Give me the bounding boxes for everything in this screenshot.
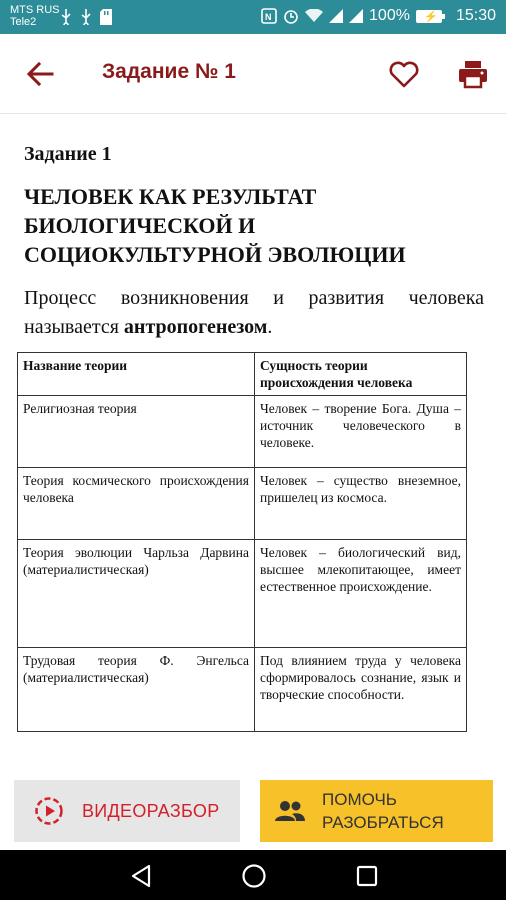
table-cell: Человек – творение Бога. Душа – источник человеческого в человеке.	[255, 396, 467, 468]
theories-table	[17, 352, 467, 732]
alarm-icon	[283, 8, 299, 24]
carrier-info	[10, 4, 60, 28]
back-arrow-icon[interactable]	[24, 58, 56, 90]
intro-term: антропогенезом	[123, 316, 268, 338]
status-right	[261, 7, 496, 25]
nav-recent-icon[interactable]	[356, 865, 378, 887]
carrier-2: Tele2	[10, 16, 37, 28]
action-bar	[0, 770, 506, 850]
table-cell: Теория эволюции Чарльза Дарвина (материалистическая)	[18, 540, 255, 648]
help-label-line1: ПОМОЧЬ	[322, 790, 397, 809]
status-bar	[0, 0, 506, 34]
table-cell: Человек – существо внеземное, пришелец из космоса.	[255, 468, 467, 540]
table-cell: Теория космического происхождения человека	[18, 468, 255, 540]
table-row	[18, 468, 467, 540]
heart-icon[interactable]	[388, 58, 420, 90]
notification-icons	[60, 9, 112, 25]
table-cell: Под влиянием труда у человека сформировалось сознание, язык и творческие способности.	[255, 648, 467, 732]
help-understand-button[interactable]	[260, 780, 493, 842]
usb-icon	[80, 9, 92, 25]
help-button-label	[322, 788, 444, 834]
people-icon	[274, 799, 306, 823]
battery-percent: 100%	[369, 7, 410, 24]
video-analysis-button[interactable]	[14, 780, 240, 842]
play-circle-icon	[34, 796, 64, 826]
app-bar	[0, 34, 506, 114]
clock: 15:30	[455, 7, 496, 24]
signal-icon	[349, 9, 363, 23]
table-cell: Трудовая теория Ф. Энгельса (материалистическая)	[18, 648, 255, 732]
signal-icon	[329, 9, 343, 23]
task-label: Задание 1	[24, 143, 112, 165]
wifi-icon	[305, 9, 323, 23]
table-cell: Религиозная теория	[18, 396, 255, 468]
nav-home-icon[interactable]	[241, 863, 267, 889]
sd-icon	[100, 9, 112, 25]
intro-paragraph	[24, 284, 484, 342]
table-cell: Человек – биологический вид, высшее млекопитающее, имеет естественное происхождение.	[255, 540, 467, 648]
topic-heading: ЧЕЛОВЕК КАК РЕЗУЛЬТАТ БИОЛОГИЧЕСКОЙ И СОЦИОКУЛЬТУРНОЙ ЭВОЛЮЦИИ	[24, 184, 406, 267]
carrier-1: MTS RUS	[10, 4, 60, 16]
system-nav-bar	[0, 850, 506, 900]
table-header-cell: Сущность теории происхождения человека	[255, 353, 467, 396]
usb-icon	[60, 9, 72, 25]
table-row	[18, 648, 467, 732]
intro-text: Процесс возникновения и развития человека называется	[24, 287, 484, 338]
intro-end: .	[267, 316, 273, 338]
table-header-row	[18, 353, 467, 396]
table-header-cell: Название теории	[18, 353, 255, 396]
print-icon[interactable]	[457, 58, 489, 90]
table-row	[18, 540, 467, 648]
nfc-icon	[261, 8, 277, 24]
video-button-label: ВИДЕОРАЗБОР	[82, 800, 220, 821]
svg-text:N: N	[265, 12, 272, 22]
page-title: Задание № 1	[102, 60, 236, 83]
help-label-line2: РАЗОБРАТЬСЯ	[322, 813, 444, 832]
battery-icon: ⚡	[416, 10, 442, 23]
nav-back-icon[interactable]	[130, 864, 152, 888]
table-row	[18, 396, 467, 468]
